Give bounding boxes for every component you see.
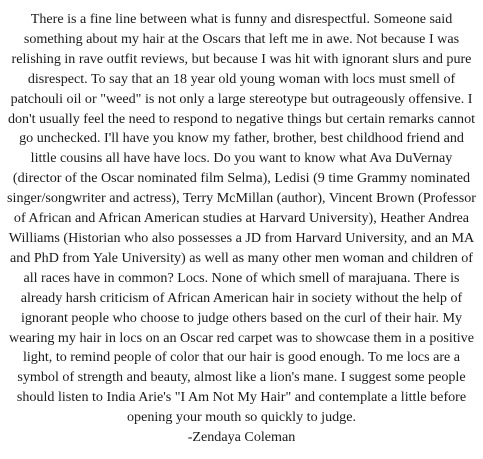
statement-line: go unchecked. I'll have you know my father, brother, best childhood friend and	[19, 130, 464, 147]
statement-line: already harsh criticism of African American hair in society without the help of	[20, 289, 463, 306]
statement-line: don't usually feel the need to respond to negative things but certain remarks cannot	[7, 110, 476, 127]
signature: -Zendaya Coleman	[187, 429, 296, 446]
statement-line: (director of the Oscar nominated film Selma), Ledisi (9 time Grammy nominated	[12, 170, 471, 187]
statement-line: disrespect. To say that an 18 year old young woman with locs must smell of	[27, 70, 456, 87]
statement-line: little cousins all have have locs. Do you want to know what Ava DuVernay	[30, 150, 453, 167]
statement-line: opening your mouth so quickly to judge.	[126, 409, 356, 426]
statement-line: relishing in rave outfit reviews, but because I was hit with ignorant slurs and pure	[11, 50, 472, 67]
statement-line: ignorant people who choose to judge others based on the curl of their hair. My	[20, 309, 463, 326]
statement-line: something about my hair at the Oscars that left me in awe. Not because I was	[23, 30, 460, 47]
statement-line: of African and African American studies at Harvard University), Heather Andrea	[13, 210, 470, 227]
statement-line: symbol of strength and beauty, almost like a lion's mane. I suggest some people	[17, 369, 466, 386]
statement-line: wearing my hair in locs on an Oscar red carpet was to showcase them in a positive	[9, 329, 474, 346]
statement-line: should listen to India Arie's "I Am Not My Hair" and contemplate a little before	[16, 389, 467, 406]
statement-line: Williams (Historian who also possesses a JD from Harvard University, and an MA	[8, 229, 475, 246]
statement-text-block	[6, 10, 477, 448]
statement-line: all races have in common? Locs. None of which smell of marajuana. There is	[23, 269, 460, 286]
statement-line: light, to remind people of color that our hair is good enough. To me locs are a	[22, 349, 461, 366]
statement-line: patchouli oil or "weed" is not only a large stereotype but outrageously offensive. I	[10, 90, 473, 107]
statement-line: and PhD from Yale University) as well as many other men woman and children of	[9, 249, 474, 266]
statement-line: There is a fine line between what is funny and disrespectful. Someone said	[30, 11, 453, 27]
statement-line: singer/songwriter and actress), Terry McMillan (author), Vincent Brown (Professor	[7, 190, 476, 207]
